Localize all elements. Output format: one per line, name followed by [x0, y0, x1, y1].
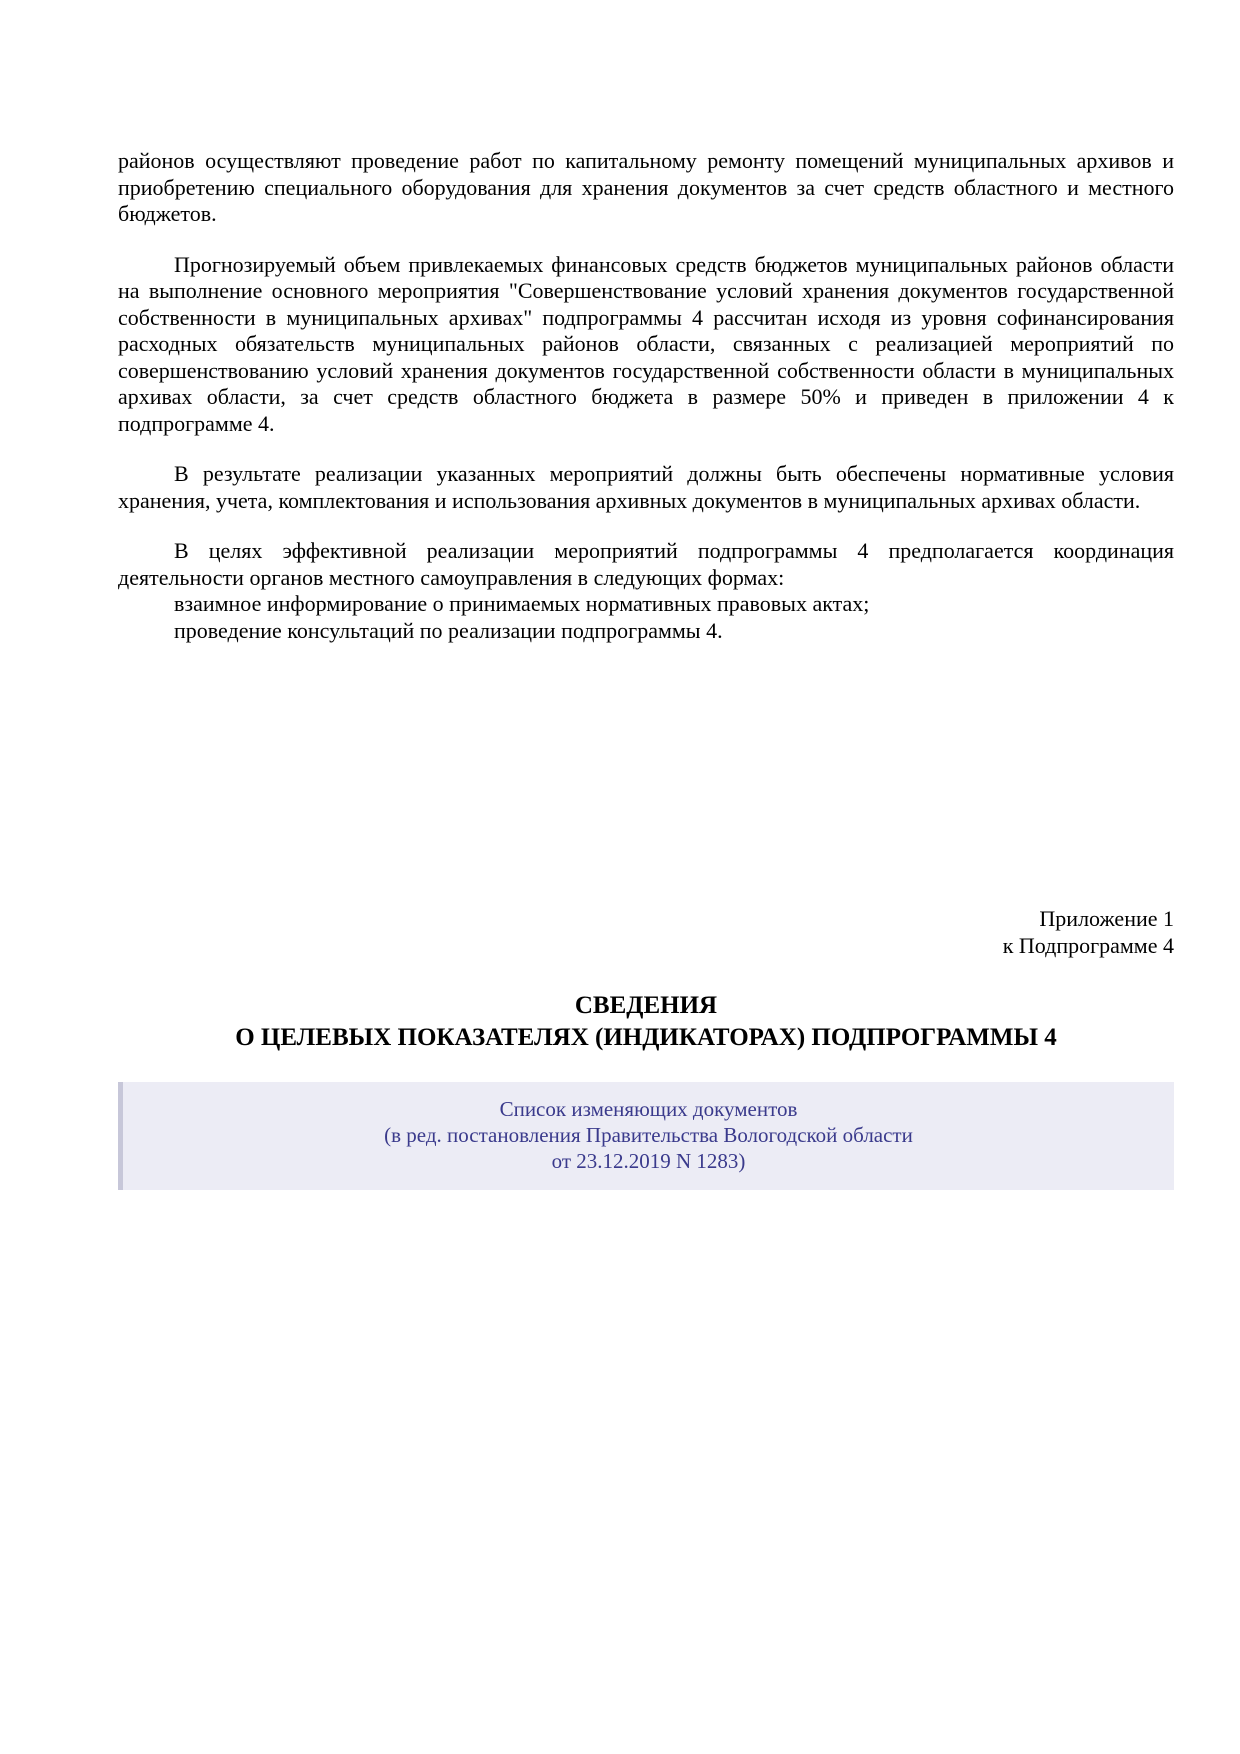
title-line-1: СВЕДЕНИЯ [574, 992, 718, 1019]
appendix-line-1: Приложение 1 [1039, 906, 1174, 931]
paragraph-1: районов осуществляют проведение работ по капитальному ремонту помещений муниципальных архивов и приобретению специального оборудования для хранения документов за счет средств областного и местного бюджетов. [118, 148, 1174, 226]
list-item: взаимное информирование о принимаемых нормативных правовых актах; [174, 591, 870, 616]
amendments-box [118, 1082, 1174, 1190]
document-body [118, 148, 1174, 644]
amendments-line-2: (в ред. постановления Правительства Вологодской области [384, 1123, 913, 1147]
appendix-line-2: к Подпрограмме 4 [1002, 933, 1174, 958]
paragraph-2: Прогнозируемый объем привлекаемых финансовых средств бюджетов муниципальных районов области на выполнение основного мероприятия "Совершенствование условий хранения документов государственной собственности в муниципальных архивах" подпрограммы 4 рассчитан исходя из уровня софинансирования расходных обязательств муниципальных районов области, связанных с реализацией мероприятий по совершенствованию условий хранения документов государственной собственности области в муниципальных архивах области, за счет средств областного бюджета в размере 50% и приведен в приложении 4 к подпрограмме 4. [118, 251, 1174, 436]
amendments-heading: Список изменяющих документов [499, 1097, 798, 1121]
title-line-2: О ЦЕЛЕВЫХ ПОКАЗАТЕЛЯХ (ИНДИКАТОРАХ) ПОДПРОГРАММЫ 4 [235, 1024, 1057, 1051]
appendix-reference [1003, 905, 1174, 959]
paragraph-4: В целях эффективной реализации мероприятий подпрограммы 4 предполагается координация деятельности органов местного самоуправления в следующих формах: [118, 538, 1174, 590]
section-title [118, 990, 1174, 1054]
list-item: проведение консультаций по реализации подпрограммы 4. [174, 617, 723, 643]
paragraph-3: В результате реализации указанных мероприятий должны быть обеспечены нормативные условия хранения, учета, комплектования и использования архивных документов в муниципальных архивах области. [118, 461, 1174, 513]
amendments-line-3: от 23.12.2019 N 1283) [551, 1149, 746, 1173]
